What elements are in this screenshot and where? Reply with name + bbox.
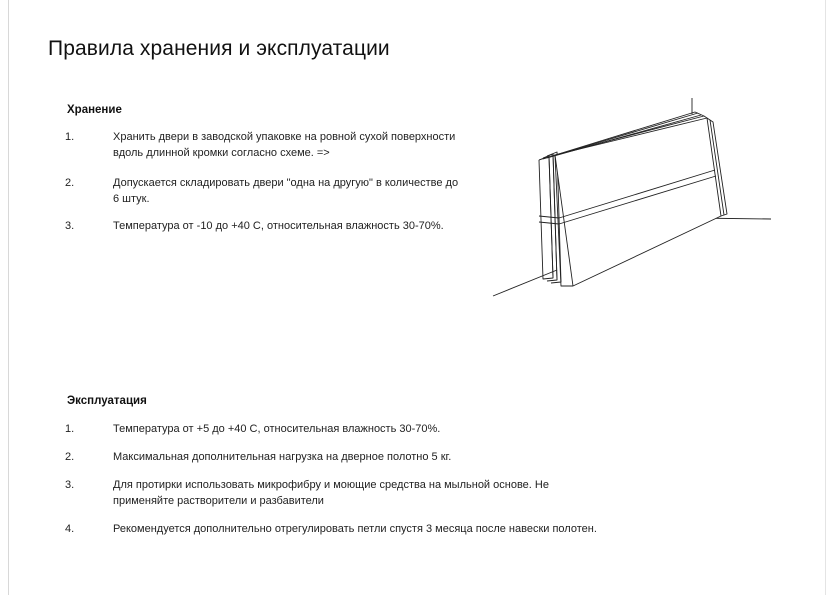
list-item-text: Температура от +5 до +40 С, относительная влажность 30-70%. (113, 423, 441, 435)
list-item-text: Допускается складировать двери "одна на другую" в количестве до 6 штук. (113, 177, 459, 205)
list-item-number: 1. (65, 423, 75, 435)
page-title: Правила хранения и эксплуатации (48, 37, 390, 60)
floor-line (493, 270, 557, 296)
list-item-text: Температура от -10 до +40 С, относительная влажность 30-70%. (113, 220, 444, 232)
list-item-text: Максимальная дополнительная нагрузка на дверное полотно 5 кг. (113, 451, 452, 463)
storage-heading: Хранение (67, 104, 122, 116)
list-item-text: Рекомендуется дополнительно отрегулировать петли спустя 3 месяца после навески полотен. (113, 523, 597, 535)
list-item-number: 1. (65, 131, 75, 143)
list-item-number: 3. (65, 479, 75, 491)
list-item-number: 3. (65, 220, 75, 232)
list-item-text: Хранить двери в заводской упаковке на ровной сухой поверхности вдоль длинной кромки согласно схеме. => (113, 131, 456, 159)
list-item-number: 4. (65, 523, 75, 535)
document-page (8, 0, 826, 595)
list-item-number: 2. (65, 451, 75, 463)
list-item-text: Для протирки использовать микрофибру и моющие средства на мыльной основе. Не применяйте растворители и разбавители (113, 479, 549, 507)
usage-heading: Эксплуатация (67, 395, 147, 407)
door-stack-illustration (489, 98, 779, 303)
list-item-number: 2. (65, 177, 75, 189)
